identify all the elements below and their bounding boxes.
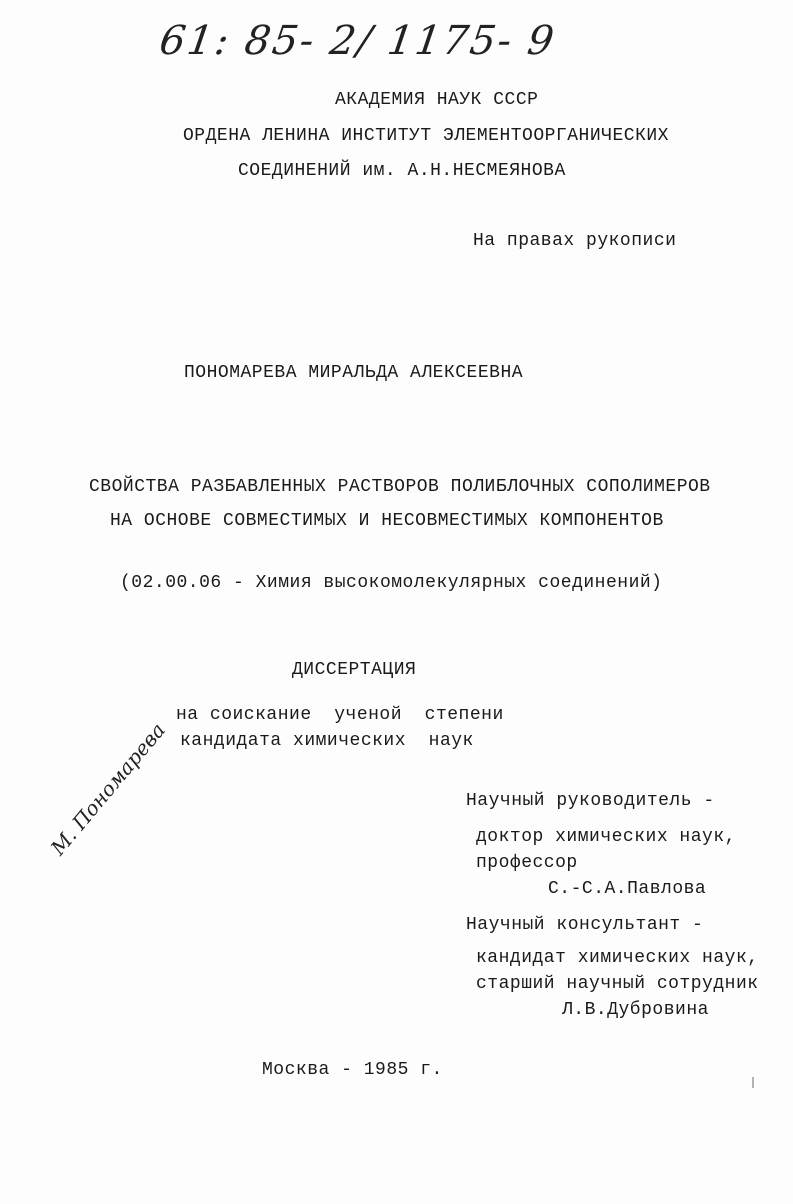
consultant-name: Л.В.Дубровина xyxy=(562,1000,709,1020)
consultant-title2: старший научный сотрудник xyxy=(476,974,759,994)
header-institute-name: СОЕДИНЕНИЙ им. А.Н.НЕСМЕЯНОВА xyxy=(238,161,566,181)
author-signature: М. Пономарева xyxy=(45,718,171,860)
document-type: ДИССЕРТАЦИЯ xyxy=(292,660,417,680)
consultant-role: Научный консультант - xyxy=(466,915,704,935)
header-academy: АКАДЕМИЯ НАУК СССР xyxy=(335,90,539,110)
degree-line1: на соискание ученой степени xyxy=(176,705,504,725)
supervisor-name: С.-С.А.Павлова xyxy=(548,879,707,899)
author-name: ПОНОМАРЕВА МИРАЛЬДА АЛЕКСЕЕВНА xyxy=(184,363,524,383)
footer-city-year: Москва - 1985 г. xyxy=(262,1060,443,1080)
specialty-code: (02.00.06 - Химия высокомолекулярных соединений) xyxy=(120,573,663,593)
handwritten-code: 61: 85- 2/ 1175- 9 xyxy=(156,18,559,64)
consultant-title1: кандидат химических наук, xyxy=(476,948,759,968)
supervisor-title2: профессор xyxy=(476,853,578,873)
manuscript-note: На правах рукописи xyxy=(473,231,677,251)
ink-mark xyxy=(749,1076,761,1090)
supervisor-title1: доктор химических наук, xyxy=(476,827,736,847)
degree-line2: кандидата химических наук xyxy=(180,731,474,751)
header-institute: ОРДЕНА ЛЕНИНА ИНСТИТУТ ЭЛЕМЕНТООРГАНИЧЕСКИХ xyxy=(183,126,669,146)
supervisor-role: Научный руководитель - xyxy=(466,791,715,811)
thesis-title-line2: НА ОСНОВЕ СОВМЕСТИМЫХ И НЕСОВМЕСТИМЫХ КОМПОНЕНТОВ xyxy=(110,511,664,531)
thesis-title-line1: СВОЙСТВА РАЗБАВЛЕННЫХ РАСТВОРОВ ПОЛИБЛОЧНЫХ СОПОЛИМЕРОВ xyxy=(89,477,711,497)
